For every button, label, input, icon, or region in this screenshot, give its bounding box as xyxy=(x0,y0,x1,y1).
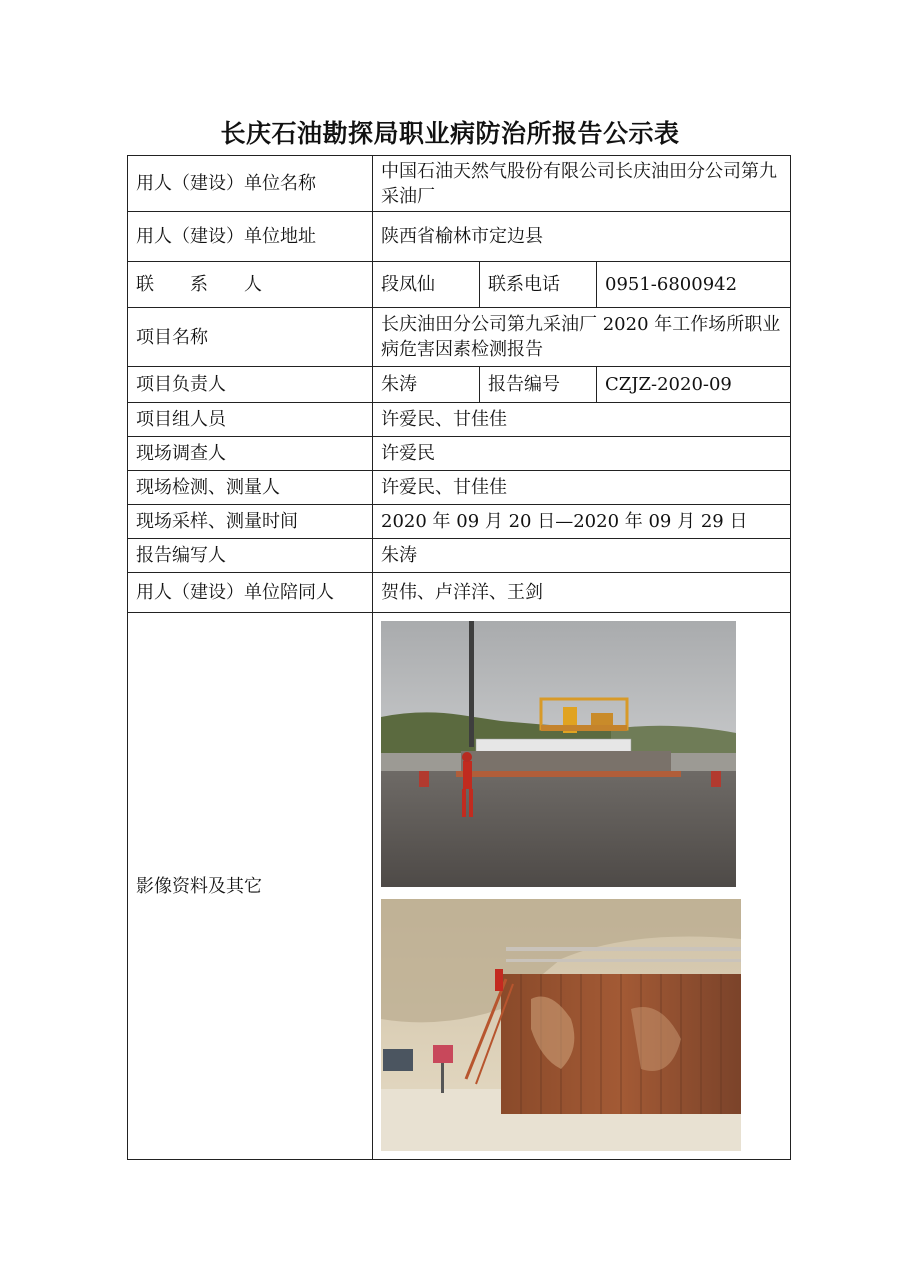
row-project-name xyxy=(128,308,791,367)
images-label: 影像资料及其它 xyxy=(128,613,373,1160)
site-photo-well-pad xyxy=(381,621,736,887)
row-unit-name xyxy=(128,156,791,212)
sampling-time-value: 2020 年 09 月 20 日—2020 年 09 月 29 日 xyxy=(373,505,791,539)
escort-label: 用人（建设）单位陪同人 xyxy=(128,573,373,613)
report-no-value: CZJZ-2020-09 xyxy=(597,367,791,403)
report-table xyxy=(127,155,791,1160)
writer-label: 报告编写人 xyxy=(128,539,373,573)
team-label: 项目组人员 xyxy=(128,403,373,437)
contact-label-char-2: 系 xyxy=(190,274,208,295)
rusted-tank-illustration xyxy=(381,899,741,1151)
row-writer xyxy=(128,539,791,573)
site-photo-rusted-tank xyxy=(381,899,741,1151)
investigator-value: 许爱民 xyxy=(373,437,791,471)
page-title: 长庆石油勘探局职业病防治所报告公示表 xyxy=(220,119,680,148)
unit-address-value: 陕西省榆林市定边县 xyxy=(373,212,791,262)
unit-address-label: 用人（建设）单位地址 xyxy=(128,212,373,262)
report-no-label: 报告编号 xyxy=(480,367,597,403)
unit-name-value: 中国石油天然气股份有限公司长庆油田分公司第九采油厂 xyxy=(373,156,791,212)
team-value: 许爱民、甘佳佳 xyxy=(373,403,791,437)
project-name-label: 项目名称 xyxy=(128,308,373,367)
row-measurer xyxy=(128,471,791,505)
row-escort xyxy=(128,573,791,613)
investigator-label: 现场调查人 xyxy=(128,437,373,471)
project-leader-value: 朱涛 xyxy=(373,367,480,403)
images-cell xyxy=(373,613,791,1160)
row-unit-address xyxy=(128,212,791,262)
project-leader-label: 项目负责人 xyxy=(128,367,373,403)
escort-value: 贺伟、卢洋洋、王剑 xyxy=(373,573,791,613)
writer-value: 朱涛 xyxy=(373,539,791,573)
contact-label-char-1: 联 xyxy=(136,274,154,295)
contact-label xyxy=(128,262,373,308)
contact-label-char-3: 人 xyxy=(244,274,262,295)
measurer-label: 现场检测、测量人 xyxy=(128,471,373,505)
row-project-leader xyxy=(128,367,791,403)
well-pad-illustration xyxy=(381,621,736,887)
measurer-value: 许爱民、甘佳佳 xyxy=(373,471,791,505)
project-name-value: 长庆油田分公司第九采油厂 2020 年工作场所职业病危害因素检测报告 xyxy=(373,308,791,367)
phone-label: 联系电话 xyxy=(480,262,597,308)
row-sampling-time xyxy=(128,505,791,539)
contact-value: 段凤仙 xyxy=(373,262,480,308)
row-investigator xyxy=(128,437,791,471)
row-contact xyxy=(128,262,791,308)
row-images xyxy=(128,613,791,1160)
phone-value: 0951-6800942 xyxy=(597,262,791,308)
sampling-time-label: 现场采样、测量时间 xyxy=(128,505,373,539)
unit-name-label: 用人（建设）单位名称 xyxy=(128,156,373,212)
row-team xyxy=(128,403,791,437)
